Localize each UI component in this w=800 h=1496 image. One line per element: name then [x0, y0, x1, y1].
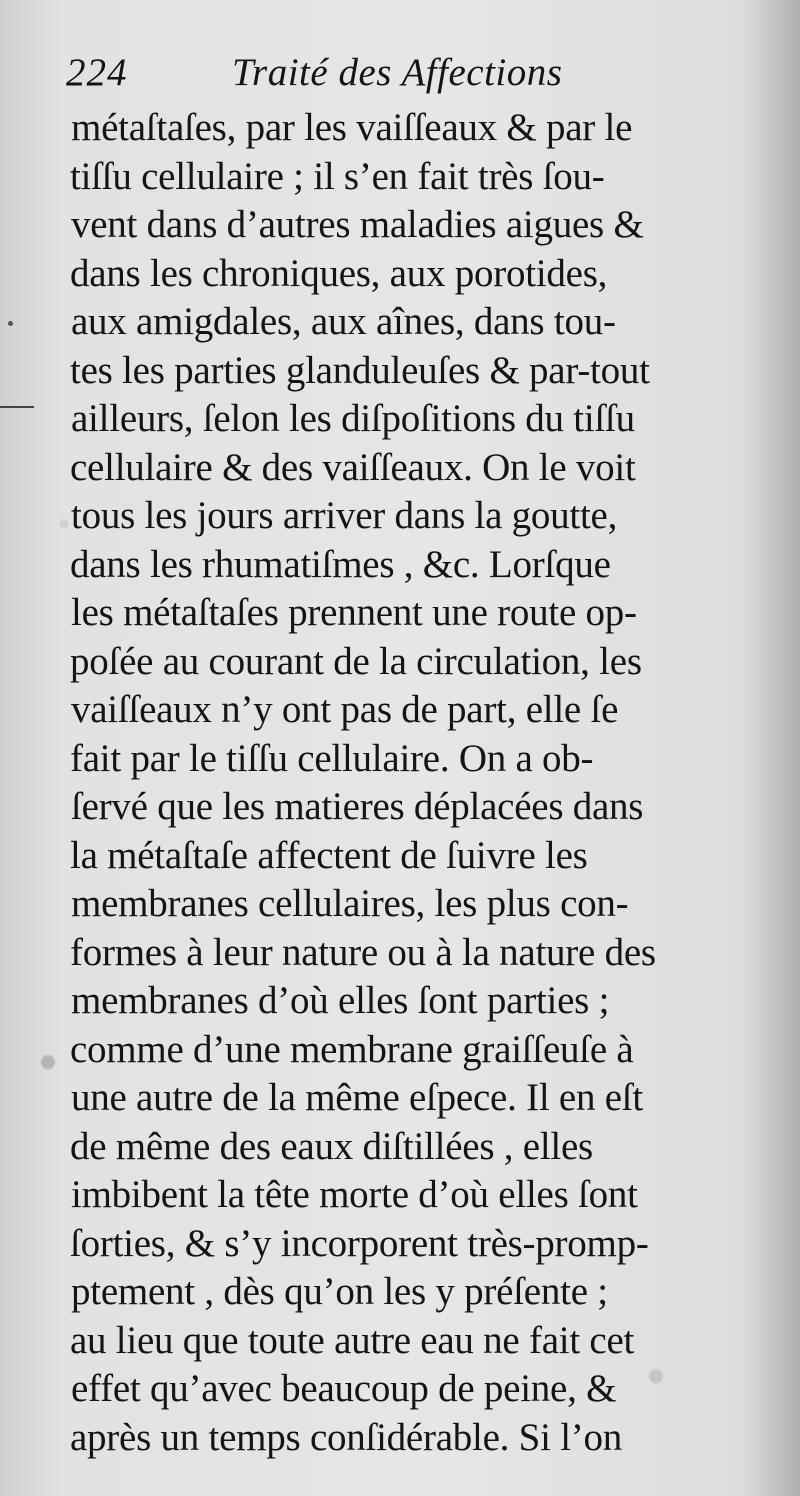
- text-line: ſervé que les matieres déplacées dans: [71, 785, 644, 828]
- margin-ink-mark: [0, 406, 34, 408]
- text-line: aux amigdales, aux aînes, dans tou-: [71, 300, 616, 343]
- text-line: tiſſu cellulaire ; il s’en fait très ſou-: [70, 154, 605, 198]
- text-line: tes les parties glanduleuſes & par-tout: [70, 348, 650, 392]
- margin-ink-dot: [8, 321, 13, 326]
- text-line: effet qu’avec beaucoup de peine, &: [71, 1367, 617, 1410]
- text-line: de même des eaux diſtillées , elles: [70, 1124, 593, 1168]
- page-number: 224: [66, 51, 128, 94]
- text-line: fait par le tiſſu cellulaire. On a ob-: [70, 736, 594, 780]
- text-line: après un temps conſidérable. Si l’on: [70, 1415, 623, 1459]
- text-line: dans les rhumatiſmes , &c. Lorſque: [70, 542, 611, 586]
- text-line: ſorties, & s’y incorporent très-promp-: [70, 1221, 649, 1265]
- text-line: imbibent la tête morte d’où elles ſont: [71, 1173, 638, 1216]
- text-line: ailleurs, ſelon les diſpoſitions du tiſſu: [71, 397, 635, 440]
- text-line: formes à leur nature ou à la nature des: [70, 930, 656, 974]
- text-line: métaſtaſes, par les vaiſſeaux & par le: [71, 106, 633, 149]
- text-line: cellulaire & des vaiſſeaux. On le voit: [70, 445, 636, 489]
- text-line: les métaſtaſes prennent une route op-: [71, 591, 637, 634]
- running-title: Traité des Affections: [232, 51, 563, 94]
- text-line: membranes d’où elles ſont parties ;: [71, 979, 610, 1022]
- text-line: vent dans d’autres maladies aigues &: [71, 203, 644, 246]
- text-line: ptement , dès qu’on les y préſente ;: [71, 1270, 608, 1313]
- text-line: au lieu que toute autre eau ne fait cet: [70, 1318, 635, 1362]
- text-line: poſée au courant de la circulation, les: [70, 639, 642, 683]
- text-line: dans les chroniques, aux porotides,: [70, 251, 608, 295]
- text-line: une autre de la même eſpece. Il en eſt: [71, 1076, 643, 1119]
- page-text: [70, 104, 746, 1462]
- text-line: comme d’une membrane graiſſeuſe à: [70, 1027, 634, 1071]
- text-line: tous les jours arriver dans la goutte,: [71, 494, 618, 537]
- page-header: [66, 44, 746, 102]
- text-line: la métaſtaſe affectent de ſuivre les: [70, 833, 588, 877]
- text-line: membranes cellulaires, les plus con-: [71, 882, 629, 925]
- text-line: vaiſſeaux n’y ont pas de part, elle ſe: [71, 688, 619, 731]
